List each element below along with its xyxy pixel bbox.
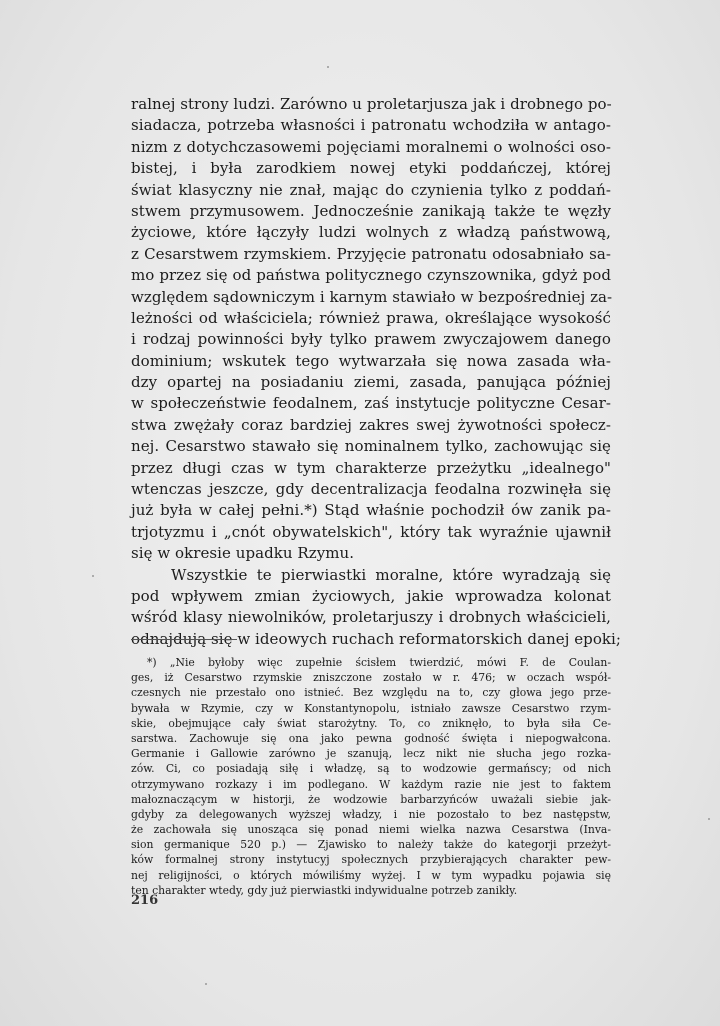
footnote-line: małoznaczącym w historji, że wodzowie barbarzyńców uważali siebie jak- <box>131 792 611 806</box>
footnote-block <box>131 655 611 898</box>
text-line: w społeczeństwie feodalnem, zaś instytucje polityczne Cesar- <box>131 394 611 413</box>
text-line: nej. Cesarstwo stawało się nominalnem tylko, zachowując się <box>131 437 611 456</box>
footnote-line: sion germanique 520 p.) — Zjawisko to należy także do kategorji przeżyt- <box>131 838 611 852</box>
paper-speck <box>92 575 94 577</box>
text-line: dzy opartej na posiadaniu ziemi, zasada, panująca później <box>131 373 611 392</box>
paper-speck <box>708 818 710 820</box>
paper-speck <box>327 66 329 68</box>
footnote-line: otrzymywano rozkazy i im podlegano. W każdym razie nie jest to faktem <box>131 777 611 791</box>
paper-speck <box>205 983 207 985</box>
text-line: ralnej strony ludzi. Zarówno u proletarjusza jak i drobnego po- <box>131 95 612 113</box>
footnote-line: gdyby za delegowanych wyższej władzy, i nie pozostało to bez następstw, <box>131 807 611 821</box>
text-line: życiowe, które łączyły ludzi wolnych z władzą państwową, <box>131 223 611 242</box>
footnote-line: *) „Nie byłoby więc zupełnie ścisłem twierdzić, mówi F. de Coulan- <box>147 656 611 669</box>
main-text-block <box>131 94 621 650</box>
paragraph-end-line: się w okresie upadku Rzymu. <box>131 544 355 563</box>
footnote-separator <box>131 639 237 640</box>
text-line: z Cesarstwem rzymskiem. Przyjęcie patronatu odosabniało sa- <box>131 244 611 263</box>
text-line: przez długi czas w tym charakterze przeżytku „idealnego" <box>131 458 611 477</box>
text-line: trjotyzmu i „cnót obywatelskich", który tak wyraźnie ujawnił <box>131 522 611 541</box>
paragraph-start-line: Wszystkie te pierwiastki moralne, które wyradzają się <box>171 565 611 584</box>
text-line: świat klasyczny nie znał, mając do czynienia tylko z poddań- <box>131 180 611 199</box>
footnote-line: ges, iż Cesarstwo rzymskie zniszczone zostało w r. 476; w oczach współ- <box>131 671 611 685</box>
text-line: względem sądowniczym i karnym stawiało w bezpośredniej za- <box>131 287 613 306</box>
text-line: siadacza, potrzeba własności i patronatu wchodziła w antago- <box>131 116 611 135</box>
text-line: leżności od właściciela; również prawa, określające wysokość <box>131 308 611 327</box>
text-line: nizm z dotychczasowemi pojęciami moralnemi o wolności oso- <box>131 137 611 156</box>
footnote-line: zów. Ci, co posiadają siłę i władzę, są to wodzowie germańscy; od nich <box>131 762 611 776</box>
footnote-line: bywała w Rzymie, czy w Konstantynopolu, istniało zawsze Cesarstwo rzym- <box>131 701 611 715</box>
footnote-line: sarstwa. Zachowuje się ona jako pewna godność święta i niepogwałcona. <box>131 731 611 745</box>
page-number: 216 <box>131 893 159 908</box>
text-line: stwa zwężały coraz bardziej zakres swej żywotności społecz- <box>131 415 611 434</box>
footnote-line: czesnych nie przestało ono istnieć. Bez względu na to, czy głowa jego prze- <box>131 686 611 700</box>
footnote-line: że zachowała się unosząca się ponad niemi wielka nazwa Cesarstwa (Inva- <box>131 823 611 837</box>
footnote-line: Germanie i Gallowie zarówno je szanują, lecz nikt nie słucha jego rozka- <box>131 747 611 761</box>
text-line: mo przez się od państwa politycznego czynszownika, gdyż pod <box>131 266 611 285</box>
footnote-line: nej religijności, o których mówiliśmy wyżej. I w tym wypadku pojawia się <box>131 868 611 882</box>
text-line: dominium; wskutek tego wytwarzała się nowa zasada wła- <box>131 351 611 370</box>
footnote-line: ków formalnej strony instytucyj społecznych przybierających charakter pew- <box>131 853 611 867</box>
text-line: i rodzaj powinności były tylko prawem zwyczajowem danego <box>131 330 611 349</box>
text-line: bistej, i była zarodkiem nowej etyki poddańczej, której <box>131 159 611 178</box>
footnote-line: skie, obejmujące cały świat starożytny. To, co zniknęło, to była siła Ce- <box>131 716 611 730</box>
text-line: pod wpływem zmian życiowych, jakie wprowadza kolonat <box>131 586 611 605</box>
text-line: już była w całej pełni.*) Stąd właśnie pochodził ów zanik pa- <box>131 501 611 520</box>
footnote-line: ten charakter wtedy, gdy już pierwiastki indywidualne potrzeb zanikły. <box>131 883 518 897</box>
text-line: wtenczas jeszcze, gdy decentralizacja feodalna rozwinęła się <box>131 480 611 499</box>
text-line: stwem przymusowem. Jednocześnie zanikają także te węzły <box>131 201 611 220</box>
text-line: wśród klasy niewolników, proletarjuszy i drobnych właścicieli, <box>131 608 611 627</box>
text-line: odnajdują się w ideowych ruchach reformatorskich danej epoki; <box>131 629 621 648</box>
